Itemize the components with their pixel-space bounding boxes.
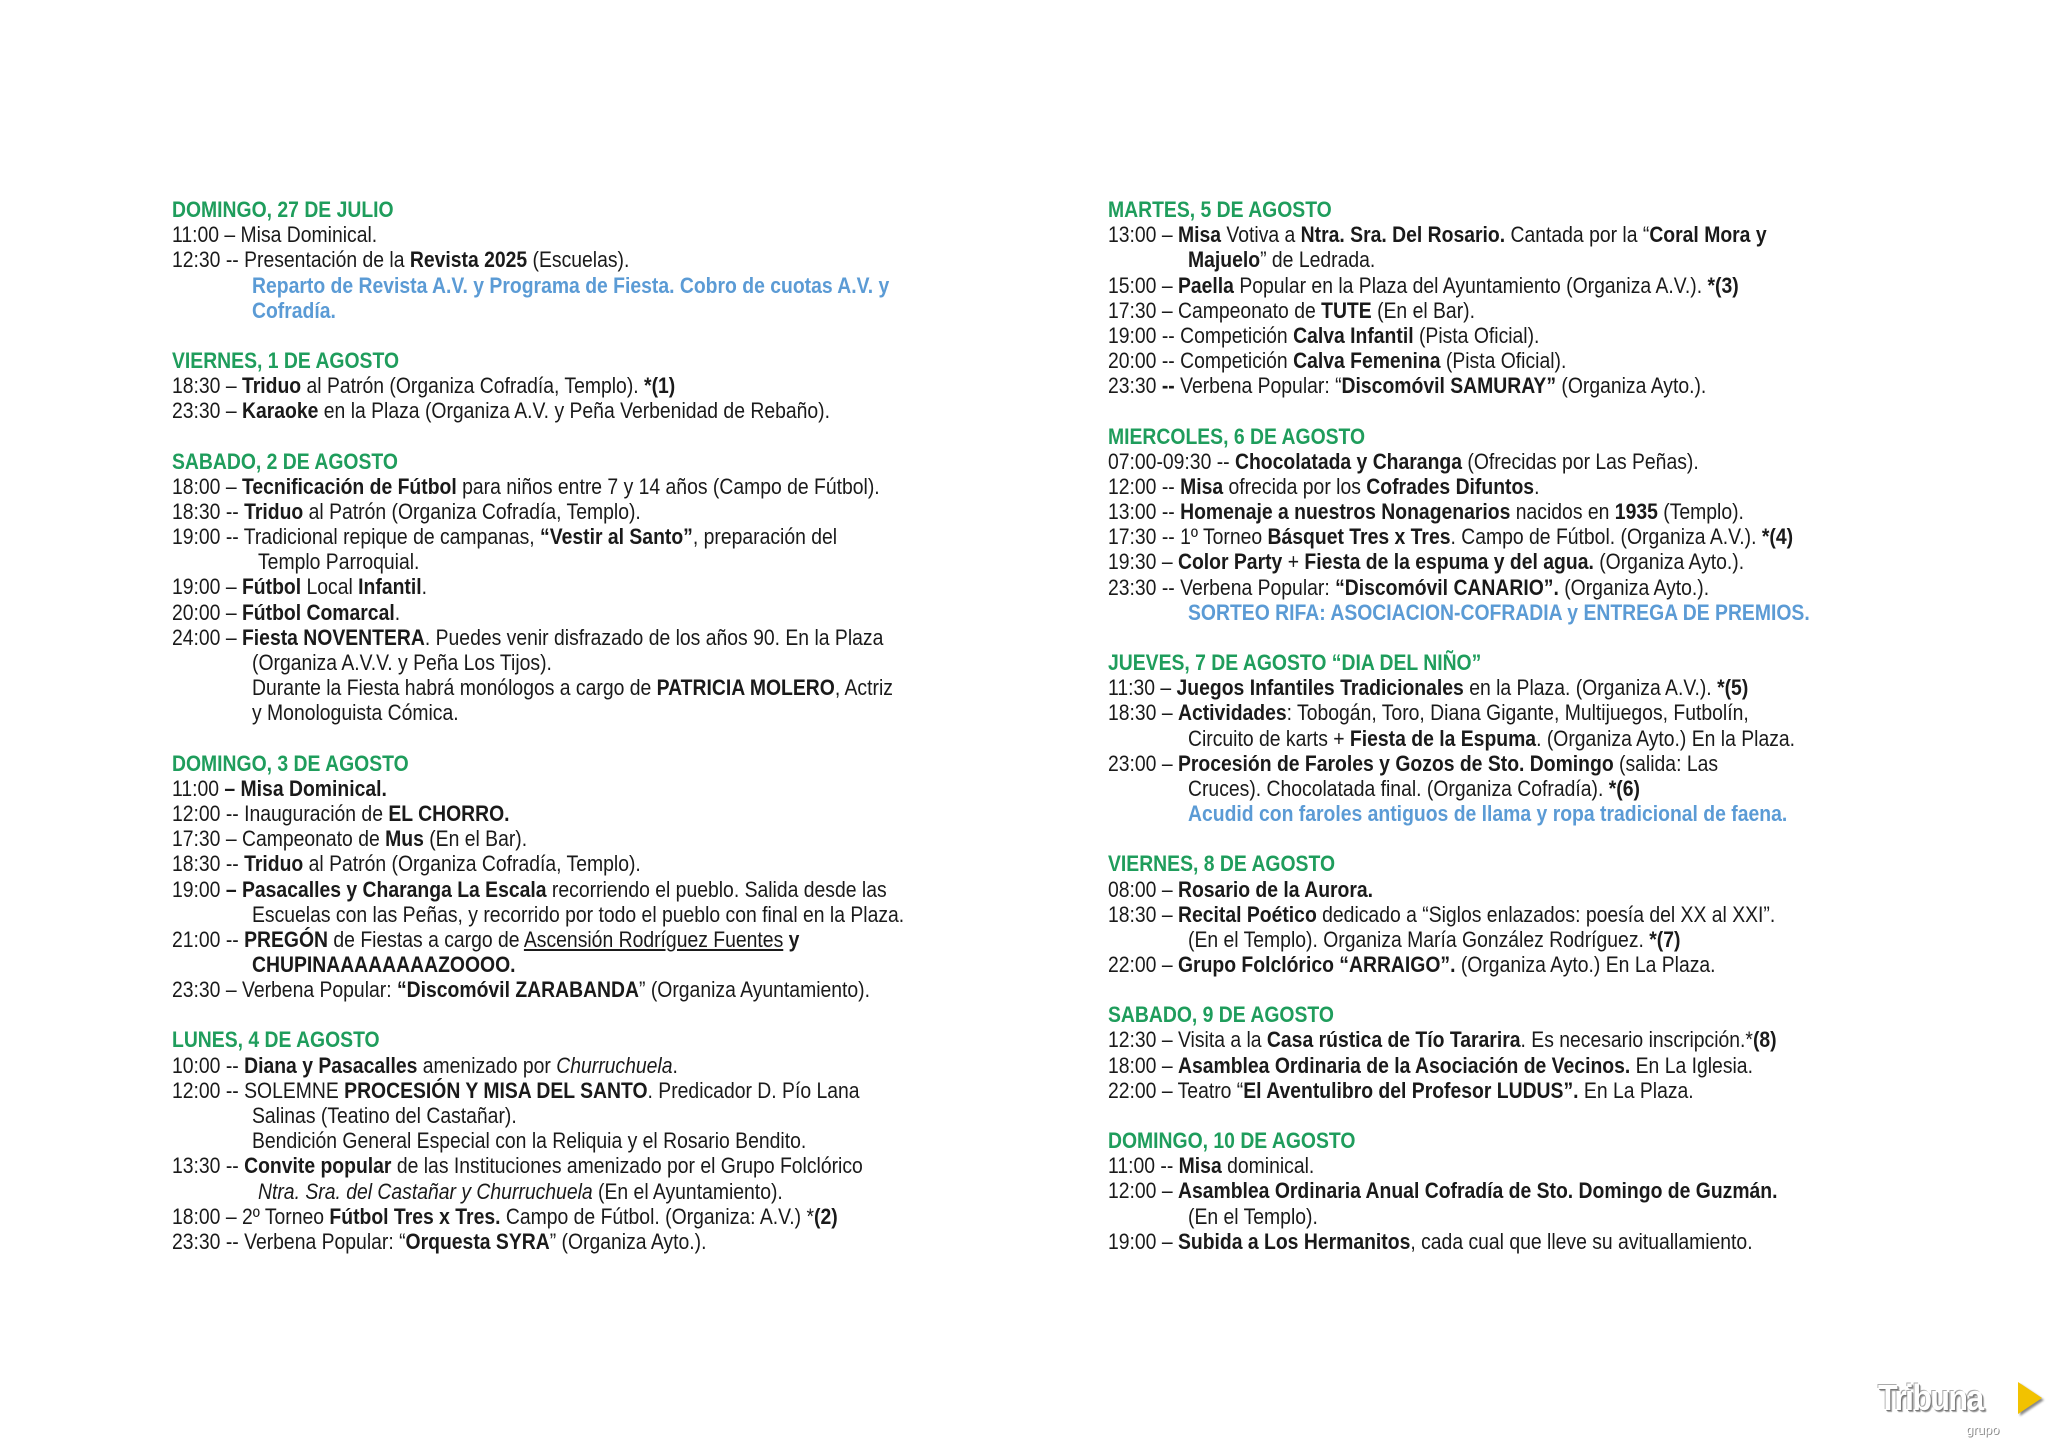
event-text: 11:00 – Misa Dominical.: [172, 222, 378, 248]
event-text: . Es necesario inscripción.*: [1520, 1027, 1753, 1053]
event-text: .: [394, 599, 401, 625]
event-text: 20:00 -- Competición: [1108, 348, 1294, 374]
event-text: en la Plaza. (Organiza A.V.).: [1463, 675, 1718, 701]
day-heading: [172, 348, 993, 373]
event-text-bold: “Discomóvil CANARIO”.: [1335, 574, 1559, 600]
event-text-bold: El Aventulibro del Profesor LUDUS”.: [1243, 1077, 1579, 1103]
event-text: 13:00 –: [1108, 222, 1178, 248]
day-heading-text: VIERNES, 8 DE AGOSTO: [1108, 851, 1335, 877]
event-text-bold: Calva Femenina: [1293, 348, 1441, 374]
event-text-bold: TUTE: [1321, 297, 1372, 323]
event-text-bold: Fútbol Tres x Tres.: [329, 1203, 501, 1229]
event-text: 15:00 –: [1108, 272, 1178, 298]
event-text-bold: Convite popular: [244, 1153, 392, 1179]
event-text: dedicado a “Siglos enlazados: poesía del XX al XXI”.: [1316, 901, 1776, 927]
event-text: 11:00: [172, 775, 225, 801]
event-text-bold: Chocolatada y Charanga: [1234, 448, 1462, 474]
event-item: [172, 600, 993, 625]
event-continuation: [172, 1179, 993, 1204]
event-text-bold: Calva Infantil: [1293, 322, 1414, 348]
event-item: [172, 499, 993, 524]
event-text: . Puedes venir disfrazado de los años 90. En la Plaza: [424, 624, 884, 650]
day-heading: [1108, 424, 1894, 449]
day-heading: [172, 1027, 993, 1052]
event-text: 11:30 –: [1108, 675, 1177, 701]
event-text-bold: Recital Poético: [1177, 901, 1317, 927]
event-text-bold: Básquet Tres x Tres: [1267, 524, 1451, 550]
event-text-bold: Triduo: [244, 851, 304, 877]
event-continuation: [172, 549, 993, 574]
logo-subtitle: grupo: [1966, 1422, 2000, 1437]
event-text-bold: Diana y Pasacalles: [244, 1052, 418, 1078]
event-text: (En el Bar).: [423, 826, 528, 852]
event-text-bold: (2): [814, 1203, 838, 1229]
event-text: ofrecida por los: [1223, 473, 1367, 499]
day-heading-text: MARTES, 5 DE AGOSTO: [1108, 197, 1332, 222]
event-text: Bendición General Especial con la Reliquia y el Rosario Bendito.: [252, 1128, 807, 1154]
event-text: 19:00 –: [172, 574, 242, 600]
event-item: [1108, 675, 1894, 700]
event-text: ” (Organiza Ayuntamiento).: [639, 977, 871, 1003]
event-text: recorriendo el pueblo. Salida desde las: [546, 876, 887, 902]
event-item: [172, 927, 993, 952]
event-text: 18:30 –: [1108, 700, 1178, 726]
event-text: (Pista Oficial).: [1440, 348, 1567, 374]
event-item: [172, 801, 993, 826]
event-text-bold: Infantil: [358, 574, 422, 600]
event-text: +: [1282, 549, 1305, 575]
event-text: 20:00 –: [172, 599, 242, 625]
event-text: 21:00 --: [172, 926, 245, 952]
event-text: (Escuelas).: [527, 247, 630, 273]
event-note: [1108, 600, 1894, 625]
event-text: .: [421, 574, 428, 600]
event-text: (En el Ayuntamiento).: [592, 1178, 783, 1204]
event-item: [1108, 902, 1894, 927]
event-text-bold: Asamblea Ordinaria de la Asociación de Vecinos.: [1177, 1052, 1631, 1078]
event-text-italic: Ntra. Sra. del Castañar y Churruchuela: [258, 1178, 593, 1204]
event-text: Verbena Popular: “: [1174, 373, 1342, 399]
event-text: Campo de Fútbol. (Organiza: A.V.) *: [500, 1203, 815, 1229]
event-text-bold: Homenaje a nuestros Nonagenarios: [1180, 499, 1511, 525]
event-text-underlined: Ascensión Rodríguez Fuentes: [523, 926, 784, 952]
event-text-bold: Karaoke: [241, 398, 319, 424]
event-text: (Organiza Ayto.).: [1593, 549, 1745, 575]
event-text: , cada cual que lleve su avituallamiento.: [1410, 1228, 1753, 1254]
event-text: Templo Parroquial.: [258, 549, 420, 575]
event-item: [1108, 1178, 1894, 1203]
day-heading-text: VIERNES, 1 DE AGOSTO: [172, 347, 399, 373]
event-text: Popular en la Plaza del Ayuntamiento (Organiza A.V.).: [1233, 272, 1708, 298]
day-heading: [172, 449, 993, 474]
event-text: en la Plaza (Organiza A.V. y Peña Verbenidad de Rebaño).: [318, 398, 830, 424]
day-heading-text: DOMINGO, 10 DE AGOSTO: [1108, 1128, 1356, 1153]
event-item: [172, 826, 993, 851]
event-text: (salida: Las: [1613, 750, 1719, 776]
event-item: [172, 1078, 993, 1103]
event-text-bold: Procesión de Faroles y Gozos de Sto. Domingo: [1177, 750, 1614, 776]
event-item: [1108, 323, 1894, 348]
event-text-bold: “Vestir al Santo”: [540, 524, 693, 550]
event-note: [1108, 801, 1894, 826]
event-continuation: [1108, 927, 1894, 952]
event-text: (Ofrecidas por Las Peñas).: [1461, 448, 1699, 474]
event-item: [172, 1204, 993, 1229]
event-item: [1108, 524, 1894, 549]
event-text: Votiva a: [1221, 222, 1301, 248]
event-text-bold: *(5): [1717, 675, 1749, 701]
event-text: 24:00 –: [172, 624, 242, 650]
day-heading: [1108, 1002, 1894, 1027]
event-text: 12:30 -- Presentación de la: [172, 247, 410, 273]
event-text: 19:00 -- Tradicional repique de campanas,: [172, 524, 541, 550]
event-text: Cofradía.: [252, 297, 336, 323]
day-heading: [172, 751, 993, 776]
logo-wordmark: Tribuna: [1878, 1377, 1983, 1418]
event-text: dominical.: [1221, 1153, 1315, 1179]
day-heading-text: MIERCOLES, 6 DE AGOSTO: [1108, 423, 1366, 449]
event-text: 23:30 -- Verbena Popular:: [1108, 574, 1336, 600]
event-text: Acudid con faroles antiguos de llama y ropa tradicional de faena.: [1188, 801, 1788, 827]
event-text: 22:00 –: [1108, 952, 1178, 978]
event-text: (Templo).: [1657, 499, 1744, 525]
event-continuation: [172, 902, 993, 927]
event-text-bold: Revista 2025: [409, 247, 528, 273]
event-text: (En el Templo).: [1188, 1203, 1318, 1229]
event-item: [172, 247, 993, 272]
event-text: 17:30 – Campeonato de: [172, 826, 386, 852]
event-continuation: [1108, 1204, 1894, 1229]
event-continuation: [172, 952, 993, 977]
event-continuation: [172, 650, 993, 675]
event-text-bold: Mus: [385, 826, 424, 852]
day-section: [172, 197, 993, 323]
event-text: de Fiestas a cargo de: [328, 926, 524, 952]
event-text: (Pista Oficial).: [1413, 322, 1540, 348]
event-text: . Campo de Fútbol. (Organiza A.V.).: [1450, 524, 1762, 550]
event-text: ” de Ledrada.: [1260, 247, 1376, 273]
event-text: al Patrón (Organiza Cofradía, Templo).: [303, 851, 641, 877]
event-text-italic: Churruchuela: [556, 1052, 673, 1078]
event-text-bold: Misa: [1178, 1153, 1222, 1179]
event-item: [172, 398, 993, 423]
event-text: : Tobogán, Toro, Diana Gigante, Multijuegos, Futbolín,: [1286, 700, 1749, 726]
event-text-bold: Triduo: [244, 498, 304, 524]
event-text-bold: *(3): [1707, 272, 1739, 298]
event-text: 12:30 – Visita a la: [1108, 1027, 1267, 1053]
event-item: [172, 574, 993, 599]
day-section: [1108, 1128, 1894, 1254]
event-item: [1108, 474, 1894, 499]
event-note: [172, 273, 993, 298]
event-text: . (Organiza Ayto.) En la Plaza.: [1536, 725, 1796, 751]
event-item: [172, 524, 993, 549]
event-text-bold: Fiesta de la Espuma: [1349, 725, 1537, 751]
event-item: [1108, 700, 1894, 725]
event-text-bold: Fiesta de la espuma y del agua.: [1304, 549, 1594, 575]
event-text: SORTEO RIFA: ASOCIACION-COFRADIA y ENTREGA DE PREMIOS.: [1188, 599, 1810, 625]
day-heading: [172, 197, 993, 222]
event-text-bold: --: [1161, 373, 1175, 399]
event-text: amenizado por: [417, 1052, 557, 1078]
event-text-bold: Triduo: [241, 373, 302, 399]
event-text-bold: Fútbol: [241, 574, 302, 600]
event-continuation: [1108, 776, 1894, 801]
event-continuation: [172, 1103, 993, 1128]
event-text-bold: Discomóvil SAMURAY”: [1341, 373, 1557, 399]
event-continuation: [172, 1128, 993, 1153]
event-text-bold: Subida a Los Hermanitos: [1177, 1228, 1411, 1254]
day-heading-text: LUNES, 4 DE AGOSTO: [172, 1027, 380, 1053]
event-text-bold: *(6): [1608, 775, 1640, 801]
event-text-bold: (8): [1752, 1027, 1777, 1053]
event-text-bold: Rosario de la Aurora.: [1177, 876, 1374, 902]
event-text: 10:00 --: [172, 1052, 245, 1078]
event-text: 07:00-09:30 --: [1108, 448, 1235, 474]
event-text: 12:00 --: [1108, 473, 1181, 499]
event-text-bold: Misa: [1180, 473, 1224, 499]
event-item: [1108, 273, 1894, 298]
event-text: de las Instituciones amenizado por el Grupo Folclórico: [391, 1153, 863, 1179]
event-item: [1108, 298, 1894, 323]
event-text: (Organiza Ayto.).: [1556, 373, 1707, 399]
event-text: (Organiza Ayto.).: [1558, 574, 1710, 600]
event-text-bold: Paella: [1177, 272, 1234, 298]
play-triangle-icon: [2018, 1382, 2042, 1414]
event-continuation: [1108, 726, 1894, 751]
event-text: En La Plaza.: [1578, 1077, 1694, 1103]
event-text: 19:00 -- Competición: [1108, 322, 1294, 348]
day-section: [1108, 424, 1894, 626]
event-text: . Predicador D. Pío Lana: [647, 1077, 860, 1103]
event-item: [1108, 449, 1894, 474]
event-text-bold: Grupo Folclórico “ARRAIGO”.: [1177, 952, 1456, 978]
event-text-bold: Majuelo: [1188, 247, 1261, 273]
event-text: para niños entre 7 y 14 años (Campo de Fútbol).: [456, 473, 880, 499]
event-text: 22:00 – Teatro “: [1108, 1077, 1244, 1103]
event-text: 18:00 –: [1108, 1052, 1178, 1078]
event-item: [172, 373, 993, 398]
event-item: [1108, 549, 1894, 574]
day-heading: [1108, 851, 1894, 876]
event-item: [172, 222, 993, 247]
event-text-bold: – Misa Dominical.: [224, 775, 387, 801]
event-note: [172, 298, 993, 323]
event-text-bold: Juegos Infantiles Tradicionales: [1176, 675, 1464, 701]
event-text: 17:30 – Campeonato de: [1108, 297, 1322, 323]
day-heading: [1108, 1128, 1894, 1153]
event-text: 12:00 –: [1108, 1178, 1178, 1204]
event-item: [1108, 222, 1894, 247]
event-item: [1108, 1229, 1894, 1254]
event-item: [1108, 499, 1894, 524]
event-text-bold: 1935: [1614, 499, 1658, 525]
event-item: [172, 877, 993, 902]
day-section: [172, 1027, 993, 1254]
event-text: 12:00 -- Inauguración de: [172, 800, 389, 826]
event-continuation: [172, 675, 993, 700]
event-item: [1108, 877, 1894, 902]
event-text: 11:00 --: [1108, 1153, 1179, 1179]
event-text: 18:00 – 2º Torneo: [172, 1203, 330, 1229]
event-item: [172, 1229, 993, 1254]
event-text-bold: *(7): [1649, 926, 1681, 952]
event-item: [1108, 575, 1894, 600]
event-text: ” (Organiza Ayto.).: [549, 1228, 707, 1254]
event-item: [172, 474, 993, 499]
event-item: [172, 851, 993, 876]
event-item: [1108, 1053, 1894, 1078]
event-text-bold: Actividades: [1177, 700, 1287, 726]
event-text-bold: Asamblea Ordinaria Anual Cofradía de Sto. Domingo de Guzmán.: [1177, 1178, 1778, 1204]
event-text: 17:30 -- 1º Torneo: [1108, 524, 1268, 550]
day-heading-text: DOMINGO, 3 DE AGOSTO: [172, 750, 409, 776]
event-continuation: [1108, 247, 1894, 272]
event-text-bold: Ntra. Sra. Del Rosario.: [1300, 222, 1506, 248]
event-text: 18:00 –: [172, 473, 242, 499]
event-text: al Patrón (Organiza Cofradía, Templo).: [301, 373, 645, 399]
event-text: 23:00 –: [1108, 750, 1178, 776]
day-section: [172, 449, 993, 726]
event-item: [172, 1153, 993, 1178]
event-item: [172, 977, 993, 1002]
event-text: .: [672, 1052, 678, 1078]
event-text: (Organiza Ayto.) En La Plaza.: [1455, 952, 1716, 978]
day-section: [172, 348, 993, 424]
event-text-bold: Cofrades Difuntos: [1366, 473, 1535, 499]
event-text-bold: y: [783, 926, 800, 952]
event-text: 18:30 --: [172, 851, 245, 877]
event-text-bold: PREGÓN: [244, 926, 329, 952]
event-text: , preparación del: [692, 524, 838, 550]
event-text-bold: PROCESIÓN Y MISA DEL SANTO: [344, 1077, 648, 1103]
event-text: Reparto de Revista A.V. y Programa de Fiesta. Cobro de cuotas A.V. y: [252, 272, 890, 298]
event-continuation: [172, 700, 993, 725]
day-section: [1108, 1002, 1894, 1103]
event-item: [172, 776, 993, 801]
event-text: 19:30 –: [1108, 549, 1178, 575]
event-item: [172, 1053, 993, 1078]
day-section: [1108, 197, 1894, 399]
event-text: 23:30: [1108, 373, 1162, 399]
event-text: 13:30 --: [172, 1153, 245, 1179]
event-item: [1108, 952, 1894, 977]
event-text: (En el Templo). Organiza María González Rodríguez.: [1188, 926, 1650, 952]
event-text-bold: *(1): [644, 373, 676, 399]
day-section: [1108, 851, 1894, 977]
event-text-bold: *(4): [1761, 524, 1794, 550]
event-text: (En el Bar).: [1371, 297, 1475, 323]
day-heading: [1108, 650, 1894, 675]
event-text: .: [1534, 473, 1540, 499]
event-item: [172, 625, 993, 650]
event-text: Durante la Fiesta habrá monólogos a cargo de: [252, 675, 657, 701]
event-text: 23:30 – Verbena Popular:: [172, 977, 397, 1003]
event-item: [1108, 1027, 1894, 1052]
event-text-bold: “Discomóvil ZARABANDA: [396, 977, 640, 1003]
event-text-bold: Misa: [1177, 222, 1222, 248]
day-heading-text: SABADO, 9 DE AGOSTO: [1108, 1002, 1334, 1028]
event-text: 23:30 –: [172, 398, 242, 424]
event-text-bold: Tecnificación de Fútbol: [241, 473, 457, 499]
event-text-bold: Orquesta SYRA: [405, 1228, 550, 1254]
event-text: Local: [301, 574, 359, 600]
event-text-bold: Fútbol Comarcal: [241, 599, 395, 625]
event-text: (Organiza A.V.V. y Peña Los Tijos).: [252, 650, 552, 675]
event-text-bold: Coral Mora y: [1649, 222, 1767, 248]
day-section: [172, 751, 993, 1003]
event-item: [1108, 751, 1894, 776]
event-text: 08:00 –: [1108, 876, 1178, 902]
event-text: Salinas (Teatino del Castañar).: [252, 1103, 517, 1128]
event-item: [1108, 1078, 1894, 1103]
day-heading-text: JUEVES, 7 DE AGOSTO “DIA DEL NIÑO”: [1108, 650, 1482, 675]
event-text: 18:30 –: [1108, 901, 1178, 927]
program-column-right: [1108, 197, 1894, 1279]
event-text: 19:00: [172, 876, 226, 902]
event-text: Cantada por la “: [1505, 222, 1650, 248]
event-text: Cruces). Chocolatada final. (Organiza Cofradía).: [1188, 775, 1609, 801]
event-text-bold: Casa rústica de Tío Tararira: [1266, 1027, 1521, 1053]
program-column-left: [172, 197, 993, 1279]
event-text: En La Iglesia.: [1630, 1052, 1753, 1078]
tribuna-logo: [1878, 1378, 2048, 1442]
day-heading-text: SABADO, 2 DE AGOSTO: [172, 448, 398, 474]
event-text-bold: Color Party: [1177, 549, 1283, 575]
event-text: y Monologuista Cómica.: [252, 700, 459, 726]
event-text-bold: PATRICIA MOLERO: [656, 675, 835, 701]
event-text-bold: CHUPINAAAAAAAAZOOOO.: [252, 952, 516, 978]
event-text: 23:30 -- Verbena Popular: “: [172, 1228, 406, 1254]
event-text: 19:00 –: [1108, 1228, 1178, 1254]
event-text-bold: Fiesta NOVENTERA: [241, 624, 425, 650]
event-text: , Actriz: [834, 675, 893, 701]
event-text: al Patrón (Organiza Cofradía, Templo).: [303, 498, 641, 524]
event-text: Escuelas con las Peñas, y recorrido por todo el pueblo con final en la Plaza.: [252, 901, 905, 927]
event-text: 18:30 –: [172, 373, 242, 399]
event-text-bold: – Pasacalles y Charanga La Escala: [225, 876, 547, 902]
event-text: 13:00 --: [1108, 499, 1181, 525]
event-text: nacidos en: [1510, 499, 1615, 525]
day-heading: [1108, 197, 1894, 222]
event-item: [1108, 348, 1894, 373]
day-section: [1108, 650, 1894, 826]
event-text: 18:30 --: [172, 498, 245, 524]
event-item: [1108, 1153, 1894, 1178]
event-item: [1108, 373, 1894, 398]
event-text: 12:00 -- SOLEMNE: [172, 1077, 345, 1103]
event-text: Circuito de karts +: [1188, 725, 1350, 751]
event-text-bold: EL CHORRO.: [388, 800, 510, 826]
day-heading-text: DOMINGO, 27 DE JULIO: [172, 197, 394, 222]
